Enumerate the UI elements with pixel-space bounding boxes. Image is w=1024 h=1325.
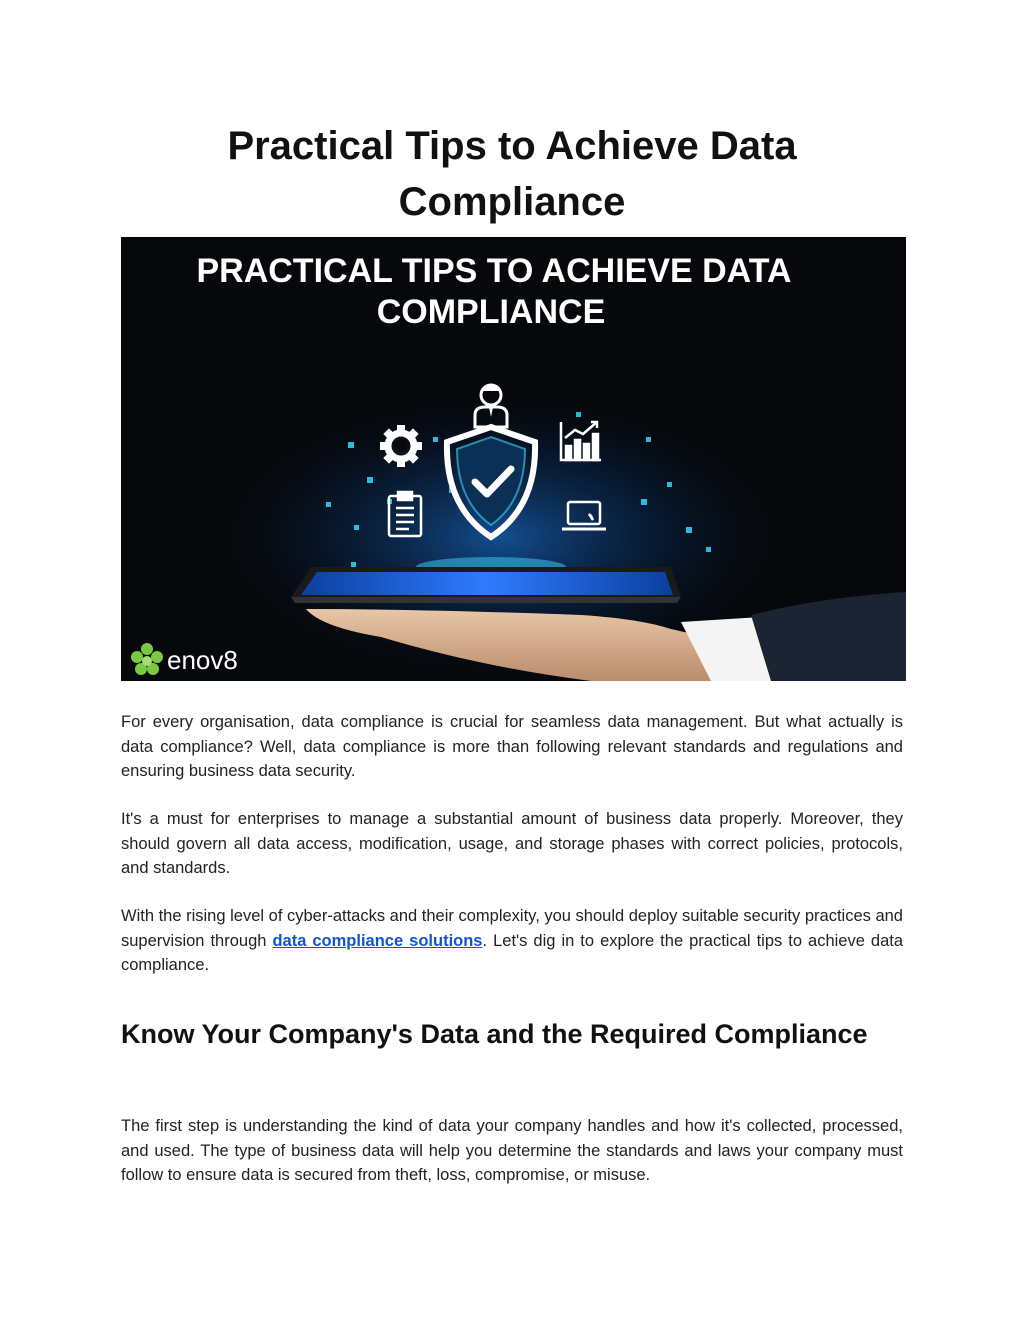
intro-paragraph-1: For every organisation, data compliance is crucial for seamless data management. But what actually is data compliance? Well, data compliance is more than following relevant standards and regulations and ensuring business data security. xyxy=(121,713,903,780)
hero-headline-line1: PRACTICAL TIPS TO ACHIEVE DATA xyxy=(196,252,792,290)
intro-paragraph-2: It's a must for enterprises to manage a substantial amount of business data properly. Moreover, they should govern all data access, modification, usage, and storage phases with correct policies, protocols, and standards. xyxy=(121,810,903,877)
page-title: Practical Tips to Achieve Data Compliance xyxy=(227,124,797,224)
p3-text-after: . Let's dig in to explore the practical tips to achieve data compliance. xyxy=(121,931,904,974)
gear-icon xyxy=(380,425,422,467)
section-heading: Know Your Company's Data and the Required Compliance xyxy=(121,1019,868,1049)
enov8-logo-text: enov8 xyxy=(167,645,238,675)
hero-image xyxy=(121,237,906,681)
data-compliance-solutions-link[interactable]: data compliance solutions xyxy=(272,931,483,950)
tablet-icon xyxy=(291,567,681,603)
p3-text-before: With the rising level of cyber-attacks and their complexity, you should deploy suitable security practices and supervision through xyxy=(121,907,903,950)
hero-headline-line2: COMPLIANCE xyxy=(376,293,606,331)
intro-paragraph-3 xyxy=(121,904,903,978)
section-paragraph: The first step is understanding the kind of data your company handles and how it's collected, processed, and used. The type of business data will help you determine the standards and laws your company must follow to ensure data is secured from theft, loss, compromise, or misuse. xyxy=(121,1117,903,1184)
